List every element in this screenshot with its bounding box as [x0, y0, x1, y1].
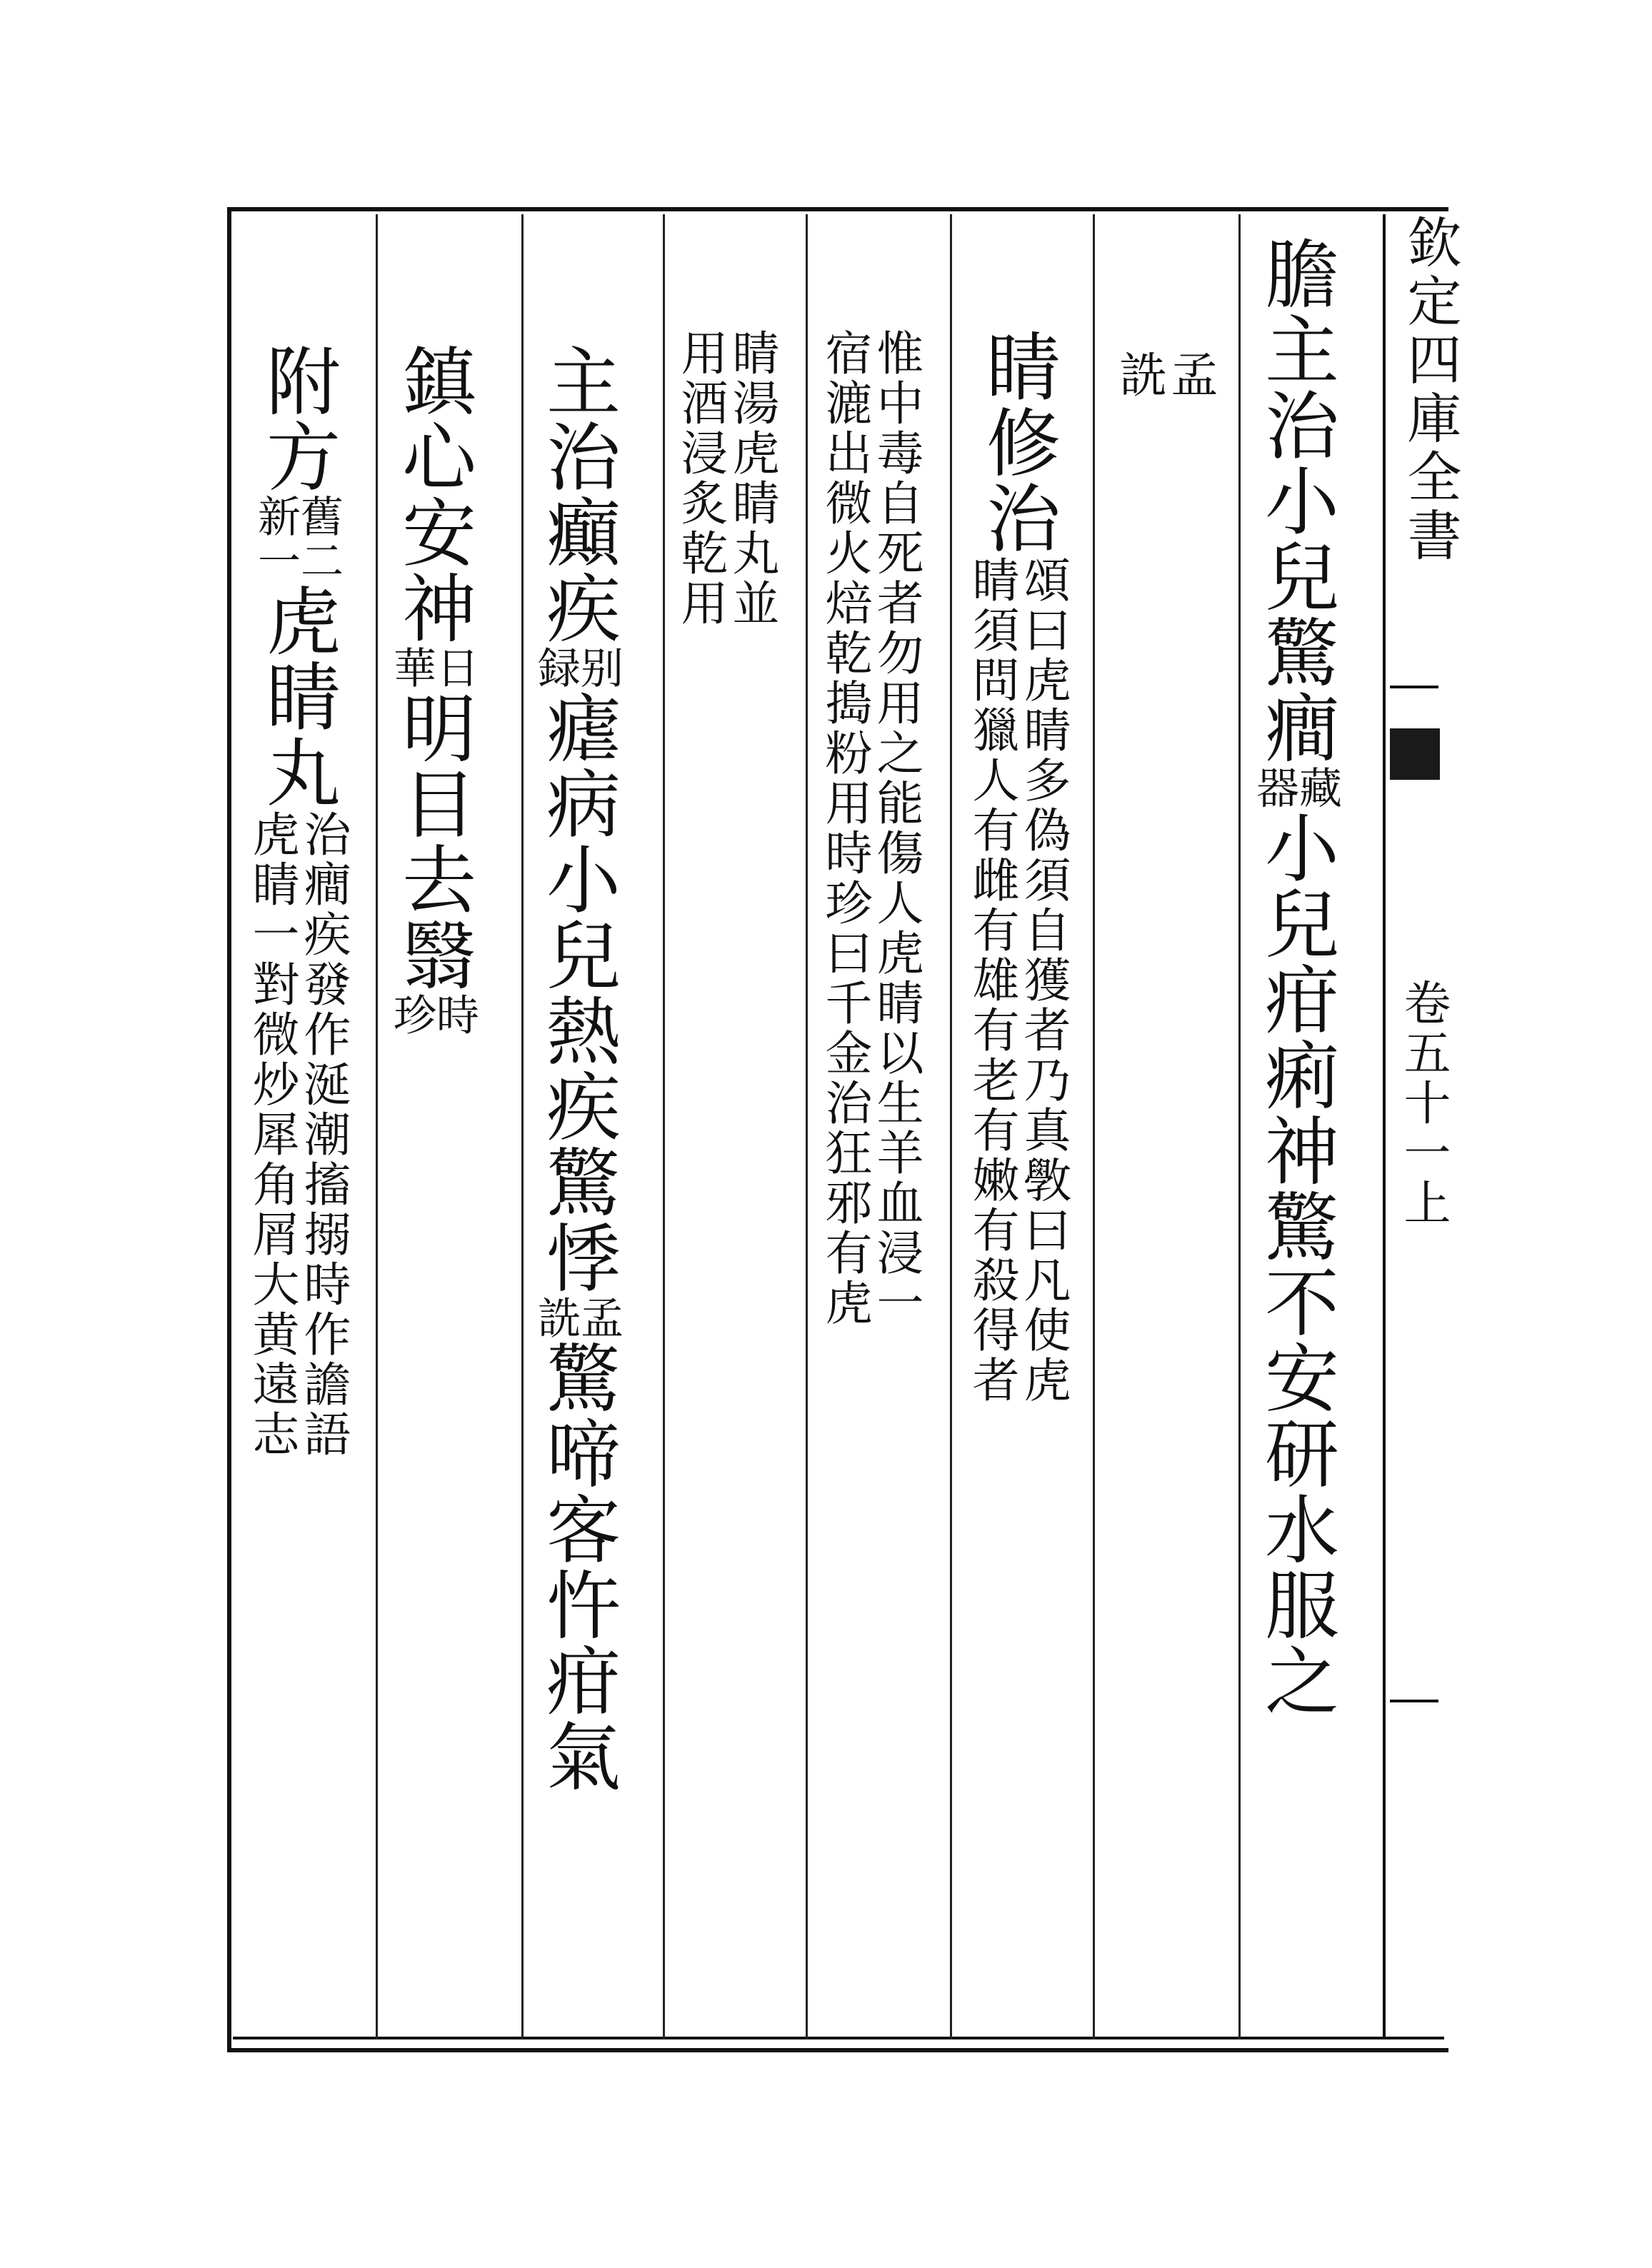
- text-column-7: [386, 343, 479, 1037]
- column-rule: [521, 214, 524, 2039]
- text-column-8: [246, 343, 349, 1460]
- text-column-5: [674, 328, 777, 628]
- main-text: 小兒疳痢神驚不安研水服之: [1252, 810, 1339, 1718]
- annotation-line: 虎睛一對微炒犀角屑大黄遠志: [244, 810, 299, 1460]
- interlinear-note: [251, 494, 344, 583]
- double-line-annotation: [246, 810, 349, 1460]
- column-rule: [1093, 214, 1095, 2039]
- annotation-line: 睛湯虎睛丸並: [724, 328, 779, 628]
- fishtail-mark: [1390, 728, 1440, 780]
- interlinear-note: [1249, 766, 1342, 810]
- text-column-1: [1249, 236, 1342, 1718]
- annotation-line: 詵: [1111, 350, 1166, 400]
- text-column-3: [964, 328, 1071, 1405]
- annotation-line: 時: [429, 993, 479, 1037]
- interlinear-note: [531, 1295, 624, 1340]
- annotation-line: 藏: [1292, 766, 1342, 810]
- annotation-line: 治癎疾發作涎潮搐搦時作譫語: [296, 810, 351, 1460]
- main-text: 膽主治小兒驚癎: [1252, 236, 1339, 766]
- main-text: 主治癲疾: [534, 343, 621, 646]
- annotation-line: 詵: [531, 1295, 581, 1340]
- main-text: 明目去翳: [389, 690, 476, 993]
- text-column-2: [1113, 350, 1216, 400]
- column-rule: [950, 214, 952, 2039]
- margin-rule: [1390, 1700, 1438, 1702]
- annotation-line: 惟中毒自死者勿用之能傷人虎睛以生羊血浸一: [868, 328, 923, 1328]
- main-text: 瘧病小兒熱疾驚悸: [534, 690, 621, 1295]
- annotation-line: 録: [531, 646, 581, 690]
- main-text: 附方: [254, 343, 341, 494]
- double-line-annotation: [964, 556, 1071, 1405]
- double-line-annotation: [819, 328, 921, 1328]
- interlinear-note: [386, 993, 479, 1037]
- interlinear-note: [531, 646, 624, 690]
- annotation-line: 睛須問獵人有雌有雄有老有嫩有殺得者: [964, 556, 1019, 1405]
- double-line-annotation: [1113, 350, 1216, 400]
- volume-label: 卷五十一上: [1396, 978, 1451, 1228]
- column-rule: [663, 214, 665, 2039]
- annotation-line: 舊二: [294, 494, 344, 583]
- annotation-line: 新一: [251, 494, 301, 583]
- column-rule: [1383, 214, 1386, 2039]
- annotation-line: 用酒浸炙乾用: [673, 328, 728, 628]
- text-column-4: [819, 328, 921, 1328]
- annotation-line: 别: [574, 646, 624, 690]
- main-text: 睛修治: [973, 328, 1061, 556]
- double-line-annotation: [674, 328, 777, 628]
- main-text: 虎睛丸: [254, 583, 341, 810]
- column-rule: [376, 214, 378, 2039]
- book-title: 欽定四庫全書: [1398, 214, 1462, 566]
- annotation-line: 宿漉出微火焙乾搗粉用時珍曰千金治狂邪有虎: [817, 328, 872, 1328]
- interlinear-note: [386, 646, 479, 690]
- annotation-line: 日: [429, 646, 479, 690]
- main-text: 驚啼客忤疳氣: [534, 1340, 621, 1794]
- annotation-line: 華: [386, 646, 436, 690]
- annotation-line: 孟: [1163, 350, 1218, 400]
- column-rule: [806, 214, 808, 2039]
- annotation-line: 孟: [574, 1295, 624, 1340]
- main-text: 鎮心安神: [389, 343, 476, 646]
- annotation-line: 珍: [386, 993, 436, 1037]
- annotation-line: 頌曰虎睛多偽須自獲者乃真斆曰凡使虎: [1016, 556, 1071, 1405]
- margin-rule: [1390, 686, 1438, 688]
- column-rule: [1238, 214, 1241, 2039]
- annotation-line: 器: [1249, 766, 1299, 810]
- text-column-6: [531, 343, 624, 1794]
